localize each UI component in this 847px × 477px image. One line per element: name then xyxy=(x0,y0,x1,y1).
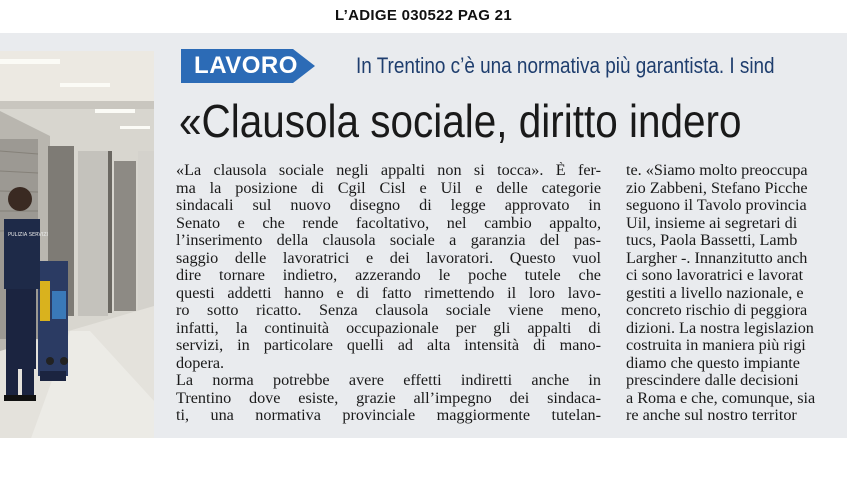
text-line: Largher -. Innanzitutto anch xyxy=(626,248,808,267)
kicker: In Trentino c’è una normativa più garantista. I sind xyxy=(356,53,775,78)
text-line: a Roma e che, comunque, sia xyxy=(626,388,816,407)
text-line: costruita in maniera più rigi xyxy=(626,336,806,354)
uniform-text: PULIZIA SERVIZI xyxy=(8,232,49,238)
text-line: l’inserimento della clausola sociale a garanzia del pas- xyxy=(176,232,601,249)
text-line: Senato e che rende facoltativo, nel cambio appalto, xyxy=(176,214,601,232)
text-line: diamo che questo impiante xyxy=(626,353,800,372)
text-line: ma la posizione di Cgil Cisl e Uil e delle categorie xyxy=(176,179,601,197)
text-line: ci sono lavoratrici e lavorat xyxy=(626,266,804,284)
newspaper-page xyxy=(0,33,847,438)
text-line: La norma potrebbe avere effetti indiretti anche in xyxy=(176,372,601,389)
text-line: dopera. xyxy=(176,353,225,372)
article-column-2 xyxy=(626,162,847,425)
text-line: Trentino dove esiste, grazie all’impegno dei sindaca- xyxy=(176,389,601,407)
text-line: te. «Siamo molto preoccupa xyxy=(626,161,808,179)
text-line: prescindere dalle decisioni xyxy=(626,371,799,389)
article-photo xyxy=(0,51,154,438)
headline: «Clausola sociale, diritto indero xyxy=(179,95,742,147)
text-line: ti, una normativa provinciale maggiormente tutelan- xyxy=(176,407,601,424)
text-line: Uil, insieme ai segretari di xyxy=(626,213,798,232)
article-column-1 xyxy=(176,162,601,425)
photo-illustration xyxy=(0,51,154,438)
text-line: seguono il Tavolo provincia xyxy=(626,196,807,214)
text-line: tucs, Paola Bassetti, Lamb xyxy=(626,231,798,249)
text-line: dire tornare indietro, azzerando le poche tutele che xyxy=(176,267,601,284)
page-header-text: L’ADIGE 030522 PAG 21 xyxy=(335,7,512,24)
page-header xyxy=(0,0,847,32)
text-line: servizi, in particolare quelli ad alta intensità di mano- xyxy=(176,337,601,354)
text-line: concreto rischio di peggiora xyxy=(626,301,808,319)
text-line: zio Zabbeni, Stefano Picche xyxy=(626,178,808,197)
text-line: dizioni. La nostra legislazion xyxy=(626,318,814,337)
text-line: «La clausola sociale negli appalti non si tocca». È fer- xyxy=(176,162,601,179)
section-tag: LAVORO xyxy=(194,52,298,79)
text-line: gestiti a livello nazionale, e xyxy=(626,283,804,302)
text-line: saggio delle lavoratrici e dei lavoratori. Questo vuol xyxy=(176,249,601,267)
text-line: ro sotto ricatto. Senza clausola sociale viene meno, xyxy=(176,302,601,319)
text-line: sindacali sul nuovo disegno di legge approvato in xyxy=(176,197,601,214)
text-line: re anche sul nostro territor xyxy=(626,406,797,424)
text-line: questi addetti hanno e di fatto rimettendo il loro lavo- xyxy=(176,284,601,302)
text-line: infatti, la continuità occupazionale per gli appalti di xyxy=(176,319,601,337)
